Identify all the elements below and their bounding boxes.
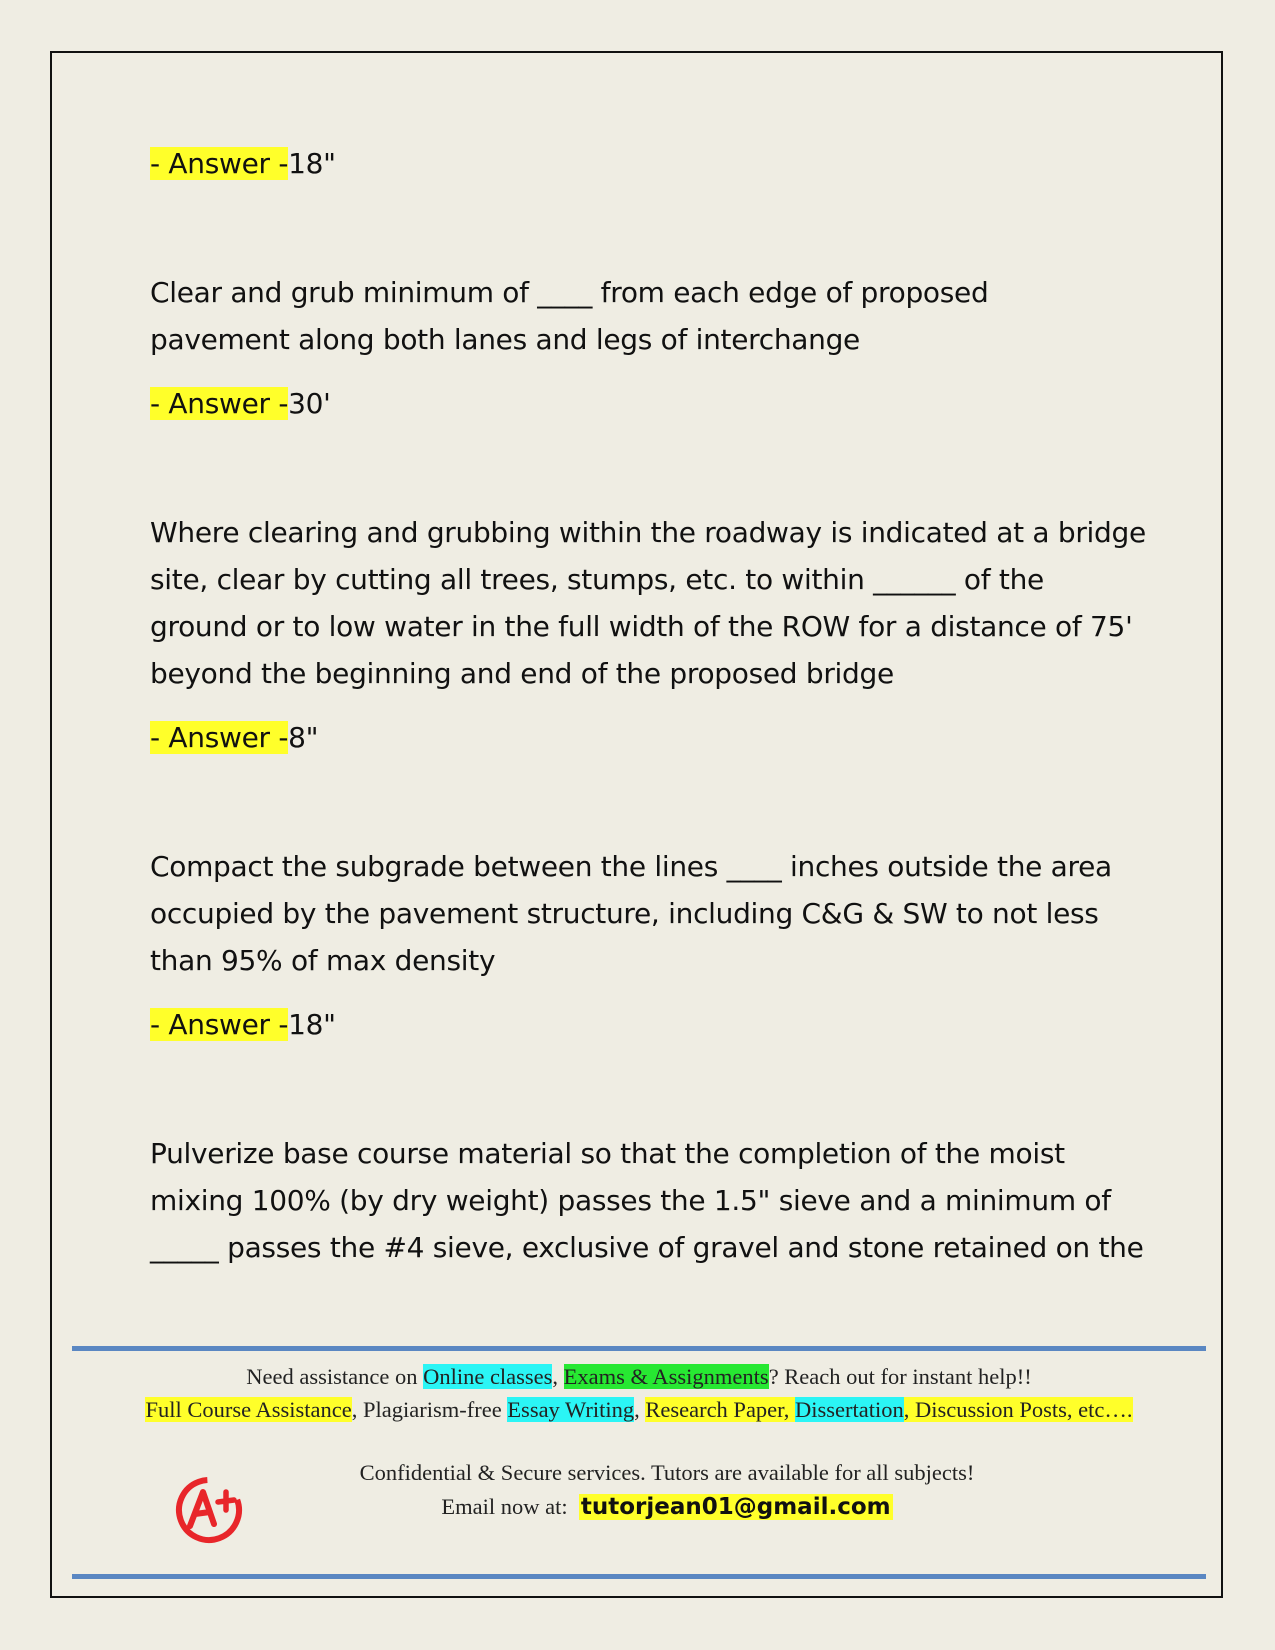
question-line: occupied by the pavement structure, including C&G & SW to not less bbox=[150, 897, 1099, 930]
document-body bbox=[150, 140, 1150, 1271]
answer bbox=[150, 380, 1150, 427]
question-line: beyond the beginning and end of the proposed bridge bbox=[150, 657, 894, 690]
online-classes-highlight: Online classes bbox=[423, 1364, 553, 1389]
qa-item bbox=[150, 269, 1150, 427]
footer-text: ? Reach out for instant help!! bbox=[768, 1364, 1032, 1389]
discussion-highlight: Discussion Posts, etc…. bbox=[915, 1397, 1133, 1422]
dissertation-highlight: Dissertation bbox=[795, 1397, 904, 1422]
question-line: than 95% of max density bbox=[150, 944, 496, 977]
essay-highlight: Essay Writing bbox=[507, 1397, 635, 1422]
question-line: Clear and grub minimum of ____ from each edge of proposed bbox=[150, 276, 989, 309]
separator-highlight: , bbox=[903, 1397, 915, 1422]
answer-value: 18" bbox=[288, 147, 336, 180]
question-line: _____ passes the #4 sieve, exclusive of gravel and stone retained on the bbox=[150, 1231, 1144, 1264]
research-highlight: Research Paper, bbox=[645, 1397, 796, 1422]
question-line: Compact the subgrade between the lines ____ inches outside the area bbox=[150, 850, 1112, 883]
footer-services-line bbox=[72, 1393, 1206, 1426]
footer-promo-line bbox=[72, 1360, 1206, 1393]
footer-text: , bbox=[552, 1364, 564, 1389]
question-line: mixing 100% (by dry weight) passes the 1.5" sieve and a minimum of bbox=[150, 1184, 1111, 1217]
question bbox=[150, 269, 1150, 363]
qa-item bbox=[150, 140, 1150, 187]
question bbox=[150, 843, 1150, 984]
footer-text: Need assistance on bbox=[246, 1364, 424, 1389]
qa-item bbox=[150, 843, 1150, 1048]
logo-text: A+ bbox=[72, 1370, 74, 1371]
a-plus-logo-icon bbox=[72, 1370, 248, 1546]
question-line: site, clear by cutting all trees, stumps, etc. to within ______ of the bbox=[150, 563, 1044, 596]
question-line: ground or to low water in the full width of the ROW for a distance of 75' bbox=[150, 610, 1133, 643]
question-line: Where clearing and grubbing within the roadway is indicated at a bridge bbox=[150, 516, 1146, 549]
footer-rule-bottom bbox=[72, 1574, 1206, 1579]
question-line: pavement along both lanes and legs of interchange bbox=[150, 323, 860, 356]
qa-item bbox=[150, 509, 1150, 761]
answer-value: 8" bbox=[288, 721, 319, 754]
full-course-highlight: Full Course Assistance bbox=[145, 1397, 352, 1422]
footer-confidential-line: Confidential & Secure services. Tutors are available for all subjects! bbox=[359, 1460, 975, 1485]
answer-label: - Answer - bbox=[150, 1008, 289, 1041]
email-link[interactable]: tutorjean01@gmail.com bbox=[580, 1494, 891, 1520]
answer bbox=[150, 1001, 1150, 1048]
question-line: Pulverize base course material so that the completion of the moist bbox=[150, 1137, 1065, 1170]
footer-text: , bbox=[634, 1397, 646, 1422]
email-label: Email now at: bbox=[441, 1494, 568, 1519]
question bbox=[150, 1130, 1150, 1271]
answer-label: - Answer - bbox=[150, 721, 289, 754]
answer bbox=[150, 714, 1150, 761]
exams-highlight: Exams & Assignments bbox=[563, 1364, 769, 1389]
footer-text: , Plagiarism-free bbox=[351, 1397, 508, 1422]
answer-label: - Answer - bbox=[150, 147, 289, 180]
answer-label: - Answer - bbox=[150, 387, 289, 420]
answer-value: 30' bbox=[288, 387, 331, 420]
qa-item bbox=[150, 1130, 1150, 1271]
question bbox=[150, 509, 1150, 697]
footer-rule-top bbox=[72, 1346, 1206, 1351]
answer bbox=[150, 140, 1150, 187]
answer-value: 18" bbox=[288, 1008, 336, 1041]
